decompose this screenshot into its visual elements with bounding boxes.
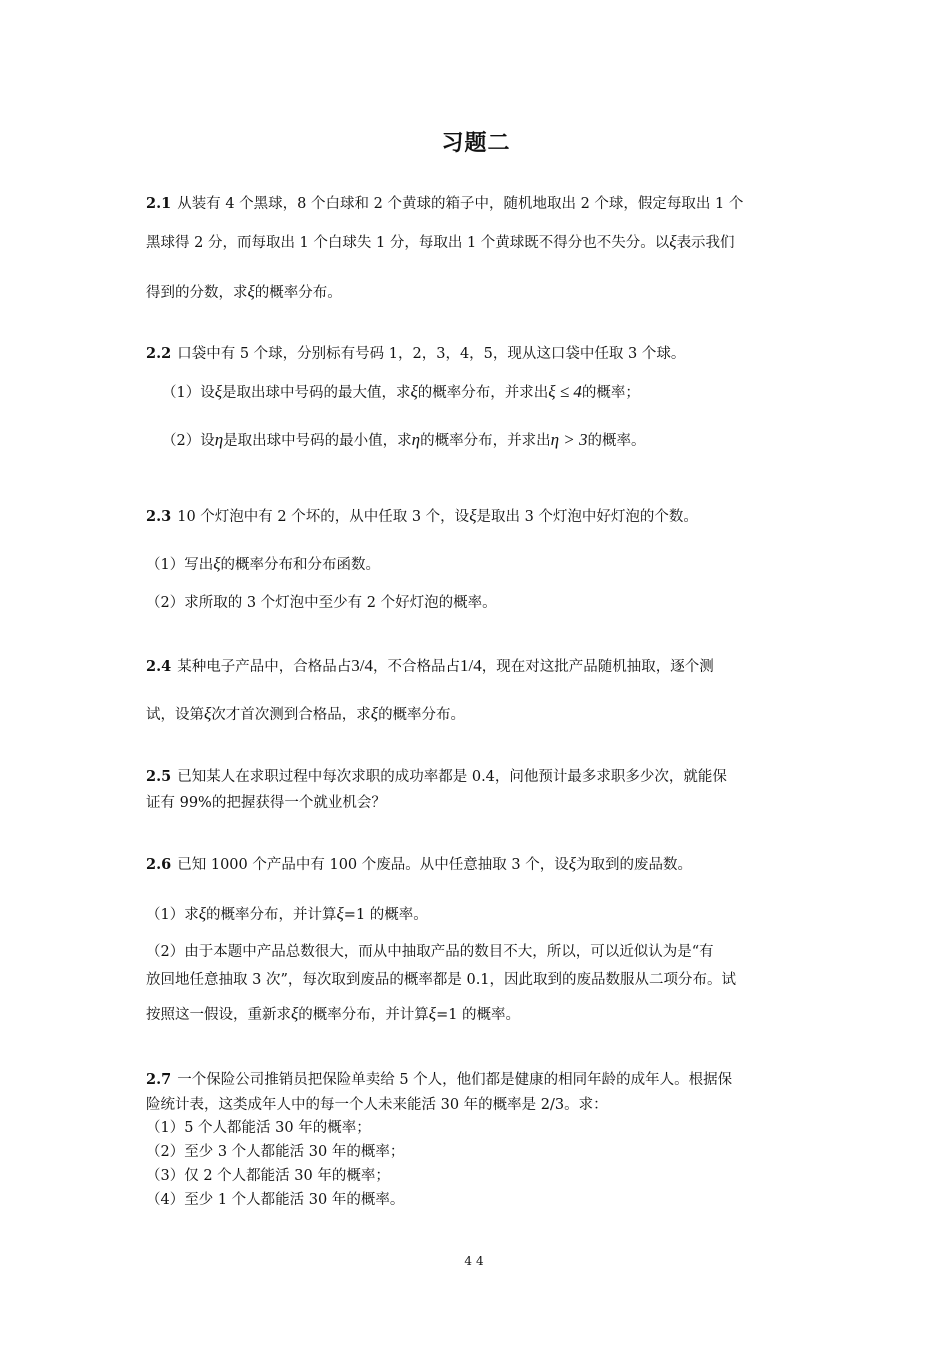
math-xi: ξ [428,1004,437,1023]
problem-text: 口袋中有 5 个球，分别标有号码 1，2，3，4，5，现从这口袋中任取 3 个球。 [177,346,686,362]
problem-2-3-sub-1 [146,554,816,575]
math-xi: ξ [213,554,221,573]
math-fraction: 3/4 [351,656,373,675]
problem-text: 一个保险公司推销员把保险单卖给 5 个人，他们都是健康的相同年龄的成年人。根据保 [177,1072,733,1088]
problem-text: 已知某人在求职过程中每次求职的成功率都是 0.4，问他预计最多求职多少次，就能保 [177,769,727,785]
problem-text: 是取出球中号码的最小值，求 [223,433,412,449]
problem-2-7-sub-2 [146,1142,816,1162]
problem-2-7-line-2 [146,1095,816,1115]
problem-text: 的概率分布，并计算 [206,907,337,923]
problem-2-3-sub-2 [146,593,816,613]
problem-2-3-line-1 [146,506,816,527]
math-xi: ξ [247,282,255,301]
problem-text: （2）由于本题中产品总数很大，而从中抽取产品的数目不大，所以，可以近似认为是“有 [146,944,714,960]
problem-text: （2）设 [162,433,215,449]
problem-number: 2.4 [146,658,172,675]
problem-text: 得到的分数，求 [146,285,248,301]
problem-text: （1）求 [146,907,199,923]
problem-text: 的概率分布，并计算 [298,1007,429,1023]
problem-text: 次才首次测到合格品，求 [211,707,371,723]
problem-text: （2）求所取的 3 个灯泡中至少有 2 个好灯泡的概率。 [146,595,497,611]
problem-text: 的概率分布和分布函数。 [220,557,381,573]
problem-text: （4）至少 1 个人都能活 30 年的概率。 [146,1192,405,1208]
problem-2-7-sub-3 [146,1166,816,1186]
problem-2-4-line-1 [146,656,816,677]
problem-text: =1 的概率。 [436,1007,521,1023]
problem-number: 2.2 [146,345,172,362]
problem-text: （1）设 [162,385,215,401]
problem-text: 的概率。 [587,433,646,449]
problem-number: 2.7 [146,1071,172,1088]
problem-text: （2）至少 3 个人都能活 30 年的概率； [146,1144,405,1160]
math-xi: ξ [370,704,379,723]
problem-number: 2.5 [146,768,172,785]
problem-text: 试，设第 [146,707,204,723]
math-xi: ξ [469,506,477,525]
problem-text: 的概率分布，并求出 [417,385,549,401]
problem-2-7-line-1 [146,1070,816,1090]
problem-2-6-sub-2-line-2 [146,970,816,990]
problem-text: 险统计表，这类成年人中的每一个人未来能活 30 年的概率是 2/3。求： [146,1097,608,1113]
problem-text: 为取到的废品数。 [575,857,692,873]
problem-text: 证有 99%的把握获得一个就业机会？ [146,795,386,811]
math-eta: η [214,430,224,449]
problem-text: 已知 1000 个产品中有 100 个废品。从中任意抽取 3 个，设 [177,857,569,873]
problem-2-7-sub-4 [146,1190,816,1210]
problem-text: 黑球得 2 分，而每取出 1 个白球失 1 分，每取出 1 个黄球既不得分也不失分。以 [146,235,670,251]
problem-text: 是取出球中号码的最大值，求 [222,385,411,401]
problem-text: 的概率分布。 [378,707,466,723]
problem-text: 按照这一假设，重新求 [146,1007,291,1023]
problem-text: 的概率分布，并求出 [420,433,551,449]
problem-text: （1）写出 [146,557,214,573]
page-title: 习题二 [441,130,511,156]
math-inequality: η > 3 [550,430,588,449]
problem-text: 表示我们 [676,235,735,251]
math-eta: η [411,430,421,449]
problem-text: 放回地任意抽取 3 次”，每次取到废品的概率都是 0.1，因此取到的废品数服从二项分布。试 [146,972,737,988]
math-fraction: 1/4 [459,656,482,675]
math-xi: ξ [669,232,677,251]
page-number: 44 [464,1254,488,1268]
problem-text: 的概率分布。 [254,285,342,301]
problem-text: 是取出 3 个灯泡中好灯泡的个数。 [476,509,698,525]
problem-2-2-line-1 [146,344,816,364]
math-xi: ξ [291,1004,299,1023]
problem-text: =1 的概率。 [343,907,428,923]
math-inequality: ξ ≤ 4 [548,382,582,401]
problem-2-2-sub-2 [162,430,832,451]
problem-text: （3）仅 2 个人都能活 30 年的概率； [146,1168,390,1184]
problem-2-4-line-2 [146,704,816,725]
problem-text: ，现在对这批产品随机抽取，逐个测 [481,659,714,675]
problem-2-5-line-1 [146,767,816,787]
problem-2-6-sub-2-line-3 [146,1004,816,1025]
problem-2-6-sub-1 [146,904,816,925]
problem-number: 2.1 [146,195,172,212]
math-xi: ξ [410,382,418,401]
problem-text: （1）5 个人都能活 30 年的概率； [146,1120,371,1136]
problem-2-6-sub-2-line-1 [146,942,816,962]
math-xi: ξ [198,904,207,923]
problem-number: 2.3 [146,508,172,525]
math-xi: ξ [214,382,223,401]
problem-2-1-line-1 [146,194,816,214]
problem-2-1-line-2 [146,232,816,253]
math-xi: ξ [204,704,212,723]
problem-text: ，不合格品占 [372,659,460,675]
problem-text: 从装有 4 个黑球，8 个白球和 2 个黄球的箱子中，随机地取出 2 个球，假定每取出 1 个 [177,196,744,212]
problem-text: 的概率； [581,385,640,401]
problem-2-6-line-1 [146,854,816,875]
problem-2-1-line-3 [146,282,816,303]
problem-text: 某种电子产品中，合格品占 [177,659,352,675]
math-xi: ξ [336,904,344,923]
problem-2-2-sub-1 [162,382,832,403]
problem-2-7-sub-1 [146,1118,816,1138]
problem-text: 10 个灯泡中有 2 个坏的，从中任取 3 个，设 [177,509,470,525]
math-xi: ξ [568,854,576,873]
problem-number: 2.6 [146,856,172,873]
problem-2-5-line-2 [146,793,816,813]
